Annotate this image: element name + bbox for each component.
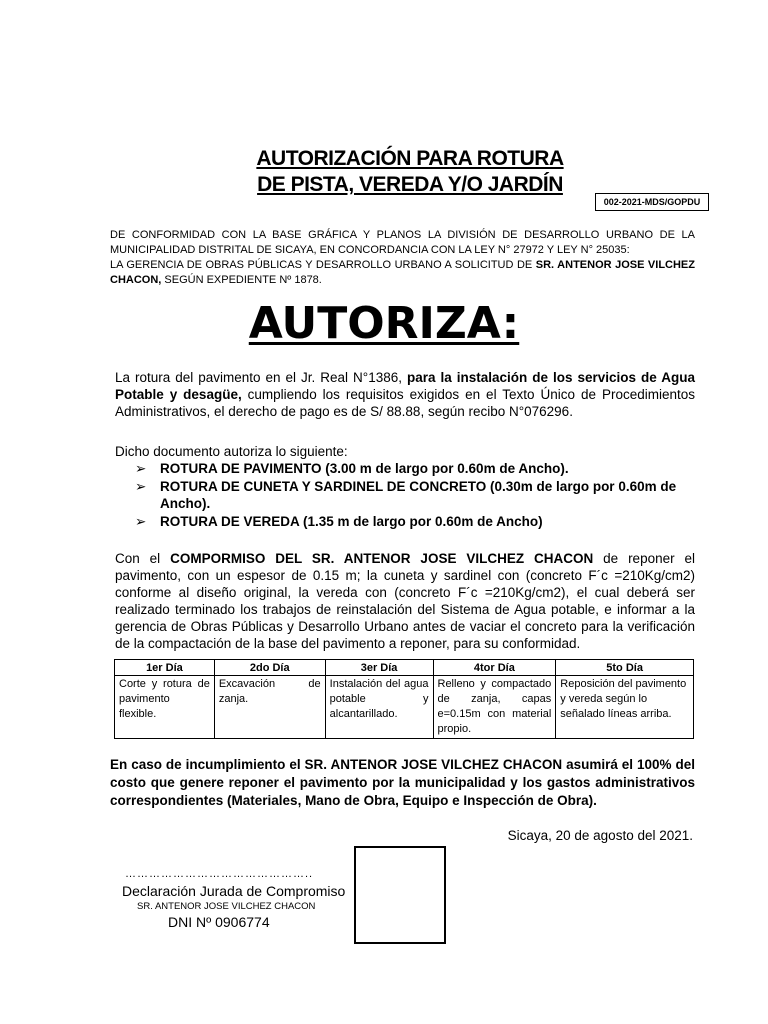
intro-line-2: LA GERENCIA DE OBRAS PÚBLICAS Y DESARROLLO URBANO A SOLICITUD DE bbox=[110, 259, 536, 271]
list-item-text: ROTURA DE VEREDA (1.35 m de largo por 0.60m de Ancho) bbox=[160, 513, 543, 529]
authorized-items-list bbox=[135, 460, 695, 530]
intro-line-1: DE CONFORMIDAD CON LA BASE GRÁFICA Y PLANOS LA DIVISIÓN DE DESARROLLO URBANO DE LA MUNICIPALIDAD DISTRITAL DE SICAYA, EN CONCORDANCIA CON LA LEY N° 27972 Y LEY N° 25035: bbox=[110, 229, 695, 256]
intro-applicant-name: SR. ANTENOR JOSE VILCHEZ CHACON, bbox=[110, 259, 695, 286]
paragraph-1 bbox=[115, 369, 695, 420]
schedule-header-cell: 5to Día bbox=[556, 660, 694, 676]
authorization-heading-text: AUTORIZA: bbox=[248, 298, 520, 349]
paragraph-2-b: COMPORMISO DEL SR. ANTENOR JOSE VILCHEZ CHACON bbox=[170, 551, 594, 566]
document-code-box: 002-2021-MDS/GOPDU bbox=[595, 193, 709, 211]
title-line-2: DE PISTA, VEREDA Y/O JARDÍN bbox=[257, 173, 563, 196]
schedule-header-row bbox=[115, 660, 694, 676]
signature-line: ……………………………………….. bbox=[125, 868, 314, 880]
signature-dni: DNI Nº 0906774 bbox=[168, 914, 270, 930]
schedule-cell: Instalación del agua potable y alcantarillado. bbox=[325, 676, 433, 739]
list-item-text: ROTURA DE PAVIMENTO (3.00 m de largo por 0.60m de Ancho). bbox=[160, 461, 569, 476]
arrow-bullet-icon: ➢ bbox=[135, 513, 147, 529]
schedule-cell: Corte y rotura de pavimento flexible. bbox=[115, 676, 215, 739]
signature-title: Declaración Jurada de Compromiso bbox=[122, 883, 346, 899]
list-item bbox=[135, 460, 695, 478]
schedule-header-cell: 3er Día bbox=[325, 660, 433, 676]
document-date: Sicaya, 20 de agosto del 2021. bbox=[507, 828, 693, 843]
schedule-header-cell: 4tor Día bbox=[433, 660, 556, 676]
document-title bbox=[200, 146, 620, 198]
paragraph-1-c: cumpliendo los requisitos exigidos en el Texto Único de Procedimientos Administrativos, el derecho de pago es de S/ 88.88, según recibo N°076296. bbox=[115, 387, 695, 419]
paragraph-2 bbox=[115, 550, 695, 652]
schedule-cell: Reposición del pavimento y vereda según lo señalado líneas arriba. bbox=[556, 676, 694, 739]
list-item-text: ROTURA DE CUNETA Y SARDINEL DE CONCRETO (0.30m de largo por 0.60m de Ancho). bbox=[160, 478, 677, 511]
list-item bbox=[135, 513, 695, 531]
paragraph-2-a: Con el bbox=[115, 551, 171, 566]
noncompliance-warning: En caso de incumplimiento el SR. ANTENOR JOSE VILCHEZ CHACON asumirá el 100% del costo que genere reponer el pavimento por la municipalidad y los gastos administrativos correspondientes (Materiales, Mano de Obra, Equipo e Inspección de Obra). bbox=[110, 757, 695, 808]
schedule-cell: Relleno y compactado de zanja, capas e=0.15m con material propio. bbox=[433, 676, 556, 739]
fingerprint-box bbox=[354, 846, 446, 944]
schedule-cell: Excavación de zanja. bbox=[214, 676, 325, 739]
arrow-bullet-icon: ➢ bbox=[135, 461, 147, 476]
list-item bbox=[135, 478, 695, 513]
paragraph-2-c: de reponer el pavimento, con un espesor de 0.15 m; la cuneta y sardinel con (concreto F´c =210Kg/cm2) conforme al diseño original, la vereda con (concreto F´c =210Kg/cm2), el cual deberá ser realizado terminado los trabajos de reinstalación del Sistema de Agua potable, e informar a la gerencia de Obras Públicas y Desarrollo Urbano antes de vaciar el concreto para la verificación de la compactación de la base del pavimento a reponer, para su conformidad. bbox=[115, 551, 696, 651]
paragraph-1-a: La rotura del pavimento en el Jr. Real N°1386, bbox=[115, 370, 407, 385]
paragraph-1-b: para la instalación de los servicios de Agua Potable y desagüe, bbox=[115, 370, 695, 402]
title-line-1: AUTORIZACIÓN PARA ROTURA bbox=[256, 147, 564, 170]
intro-line-3: SEGÚN EXPEDIENTE Nº 1878. bbox=[161, 274, 322, 286]
schedule-header-cell: 2do Día bbox=[214, 660, 325, 676]
schedule-header-cell: 1er Día bbox=[115, 660, 215, 676]
authorization-heading bbox=[0, 296, 768, 352]
signature-name: SR. ANTENOR JOSE VILCHEZ CHACON bbox=[137, 901, 316, 912]
schedule-row bbox=[115, 676, 694, 739]
intro-paragraph bbox=[110, 228, 695, 288]
schedule-table bbox=[114, 659, 694, 739]
arrow-bullet-icon: ➢ bbox=[135, 478, 147, 494]
list-intro: Dicho documento autoriza lo siguiente: bbox=[115, 444, 348, 459]
